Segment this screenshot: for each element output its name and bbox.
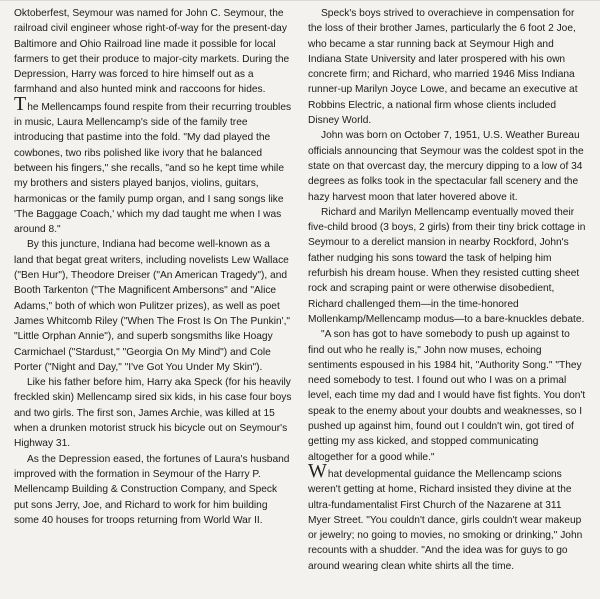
left-paragraph-1: Oktoberfest, Seymour was named for John C. Seymour, the railroad civil engineer whose right-of-way for the present-day Baltimore and Ohio Railroad line made it possible for local farmers to get their produce to major-city markets. During the Depression, Harry was forced to hire himself out as a farmhand and also hunted mink and raccoons for hides. bbox=[14, 8, 290, 96]
left-paragraph-5: As the Depression eased, the fortunes of Laura's husband improved with the formation in Seymour of the Harry P. Mellencamp Building & Construction Company, and Speck put sons Jerry, Joe, and Richard to work for him building some 40 houses for troops returning from World War II. bbox=[14, 453, 290, 526]
right-paragraph-2: John was born on October 7, 1951, U.S. Weather Bureau officials announcing that Seymour was the coldest spot in the state on that overcast day, the mercury dipping to a low of 34 degrees as folks took in the spectacular fall scenery and the hazy harvest moon that later hovered above it. bbox=[308, 130, 584, 203]
right-paragraph-3: Richard and Marilyn Mellencamp eventually moved their five-child brood (3 boys, 2 girls) from their tiny brick cottage in Seymour to a derelict mansion in nearby Rockford, John's father nudging his sons toward the task of helping him refurbish his dream house. When they resisted cutting sheet rock and scraping paint or were otherwise disobedient, Richard challenged them—in the time-honored Mollenkamp/Mellencamp modus—to a bare-knuckles debate. bbox=[308, 206, 586, 325]
left-paragraph-2 bbox=[14, 92, 292, 238]
left-paragraph-4: Like his father before him, Harry aka Speck (for his heavily freckled skin) Mellencamp sired six kids, in his case four boys and two girls. The first son, James Archie, was killed at 15 when a drunken motorist struck his bicycle out on Seymour's Highway 31. bbox=[14, 377, 292, 450]
right-paragraph-5-text: hat developmental guidance the Mellencamp scions weren't getting at home, Richard insisted they divine at the ultra-fundamentalist First Church of the Nazarene at 311 Myer Street. "You couldn't dance, girls couldn't wear makeup or jewelry; no going to movies, no smoking or drinking," John recounts with a shudder. "And the idea was for guys to go around wearing clean white shirts all the time. bbox=[308, 468, 583, 572]
left-column bbox=[14, 6, 292, 599]
left-paragraph-2-text: he Mellencamps found respite from their recurring troubles in music, Laura Mellencamp's side of the family tree introducing that pastime into the fold. "My dad played the cowbones, two ribs polished like ivory that he balanced between his fingers," she recalls, "and so he kept time while my brothers and sisters played banjos, violins, guitars, harmonicas or the family pump organ, and I sang songs like 'The Baggage Coach,' which my dad taught me when I was around 8." bbox=[14, 101, 292, 236]
right-column bbox=[308, 6, 586, 599]
top-edge-line bbox=[0, 0, 600, 1]
right-paragraph-1: Speck's boys strived to overachieve in compensation for the loss of their brother James, particularly the 6 foot 2 Joe, who became a star running back at Seymour High and Indiana State University and later prospered with his own concrete firm; and Richard, who married 1946 Miss Indiana runner-up Marilyn Joyce Lowe, and became an executive at Robbins Electric, a national firm whose clients included Disney World. bbox=[308, 8, 578, 127]
drop-cap-letter: W bbox=[308, 459, 327, 482]
right-paragraph-5 bbox=[308, 459, 586, 574]
right-paragraph-4: "A son has got to have somebody to push up against to find out who he really is," John now muses, echoing sentiments espoused in his 1984 hit, "Authority Song." "They need somebody to test. I found out who I was on a primal level, each time my dad and I would have fist fights. You don't speak to the enemy about your doubts and weaknesses, so I pushed up against him, found out I couldn't win, got tired of getting my ass kicked, and stopped communicating altogether for a good while." bbox=[308, 329, 586, 463]
drop-cap-letter: T bbox=[14, 92, 27, 115]
left-paragraph-3: By this juncture, Indiana had become well-known as a land that begat great writers, including novelists Lew Wallace ("Ben Hur"), Theodore Dreiser ("An American Tragedy"), and Booth Tarkenton ("The Magnificent Ambersons" and "Alice Adams," both of which won Pulitzer prizes), as well as poet James Whitcomb Riley ("When The Frost Is On The Punkin'," "Little Orphan Annie"), and superb songsmiths like Hoagy Carmichael ("Stardust," "Georgia On My Mind") and Cole Porter ("Night and Day," "I've Got You Under My Skin"). bbox=[14, 239, 291, 373]
